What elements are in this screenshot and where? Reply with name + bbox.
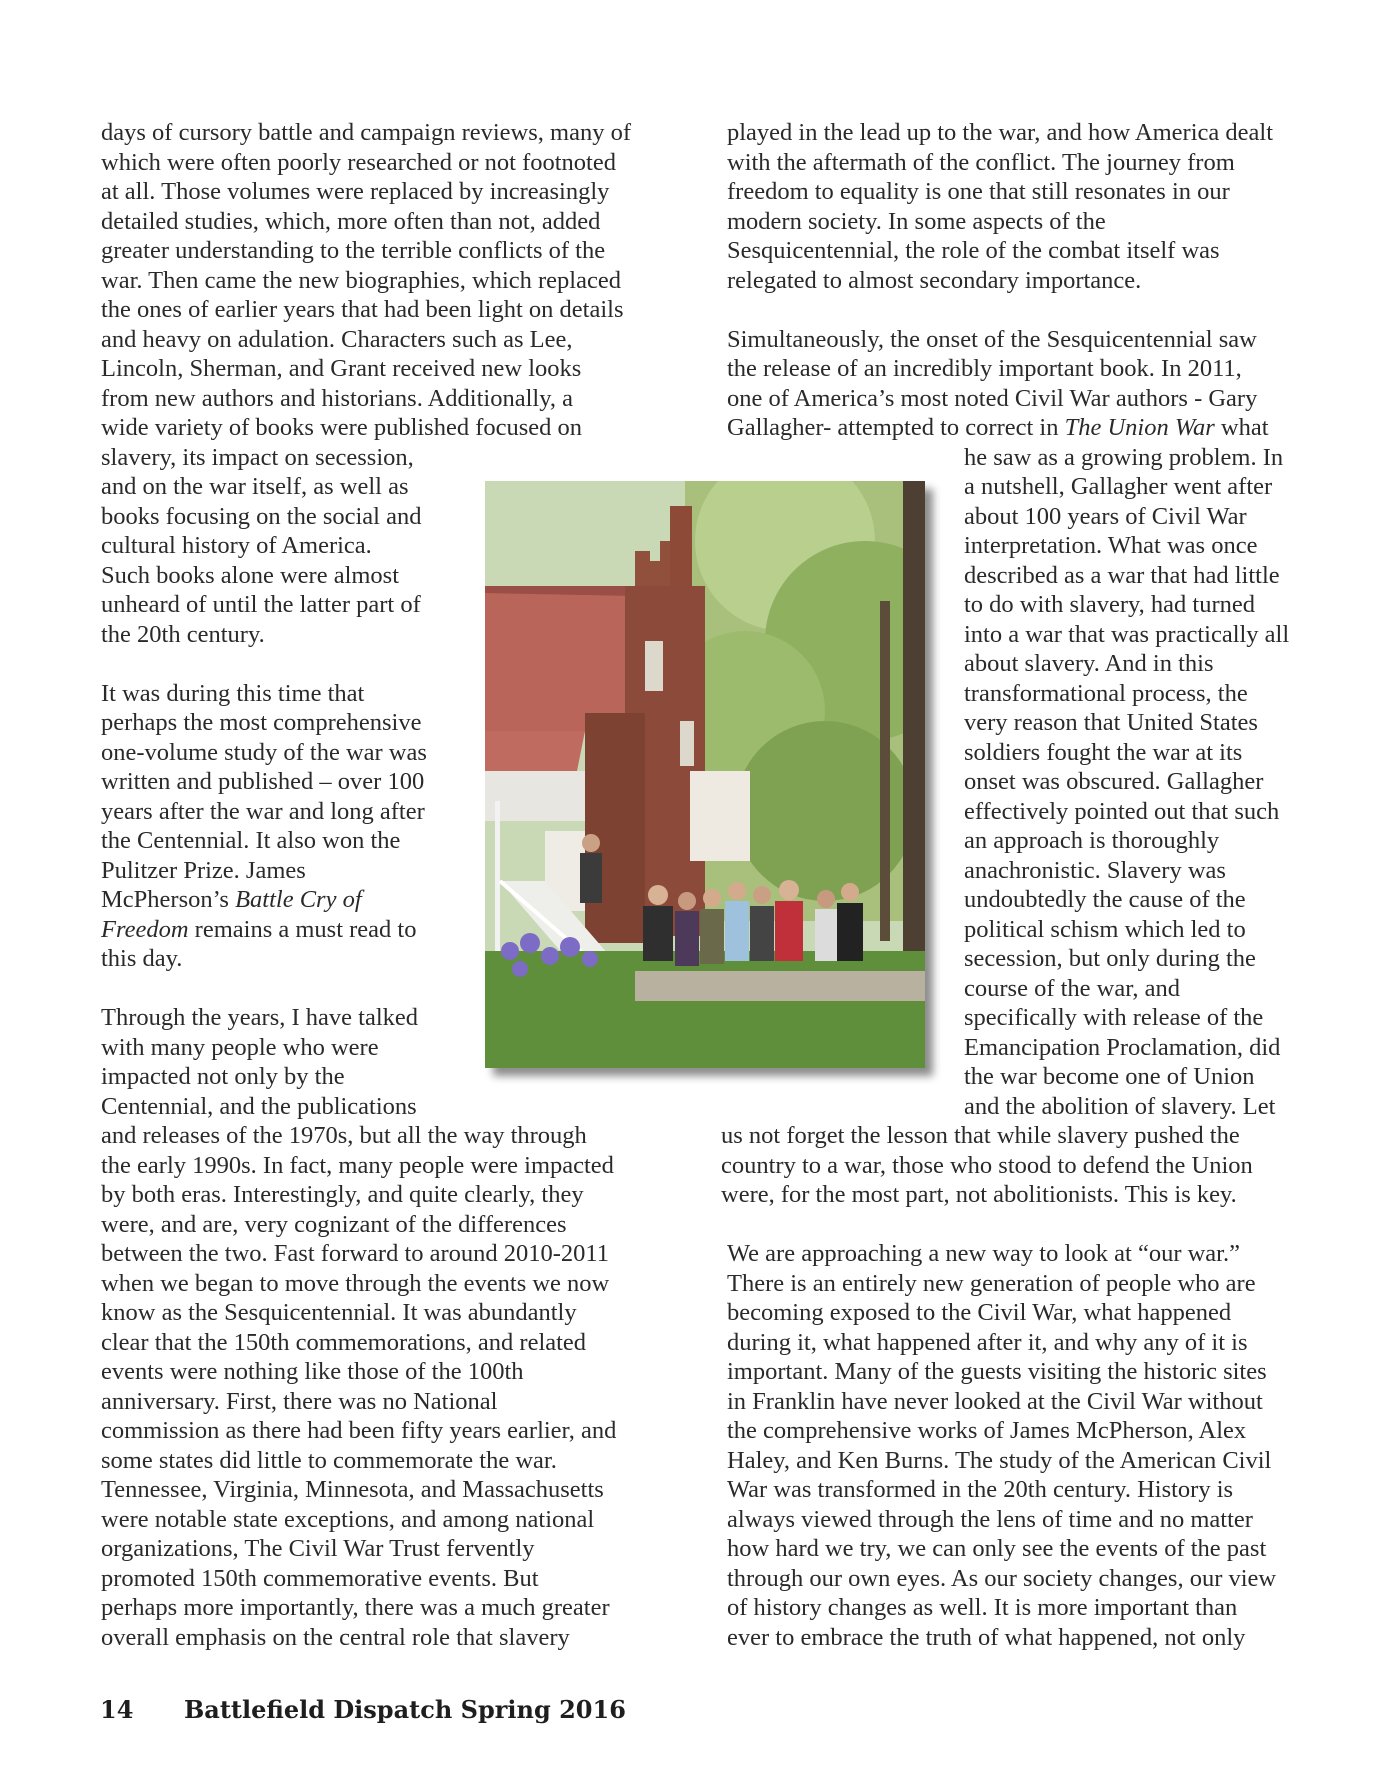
text-line-content: the ones of earlier years that had been light on details	[101, 296, 624, 323]
text-line	[101, 177, 609, 207]
text-line-content: and releases of the 1970s, but all the way through	[101, 1122, 587, 1149]
text-line	[964, 502, 1247, 532]
text-line	[964, 856, 1226, 886]
text-line	[727, 354, 1242, 384]
text-line-content: Centennial, and the publications	[101, 1092, 417, 1120]
text-line	[721, 1151, 1253, 1181]
text-line-content: one of America’s most noted Civil War authors - Gary	[727, 384, 1258, 412]
text-line-content: onset was obscured. Gallagher	[964, 768, 1264, 795]
text-line	[101, 1269, 609, 1299]
text-line-content: clear that the 150th commemorations, and related	[101, 1328, 587, 1356]
text-line-content: modern society. In some aspects of the	[727, 207, 1106, 235]
text-line-content: and heavy on adulation. Characters such as Lee,	[101, 325, 573, 353]
text-line	[721, 1180, 1237, 1210]
text-line	[101, 856, 306, 886]
text-line	[101, 826, 400, 856]
text-line	[101, 738, 427, 768]
text-line	[101, 944, 182, 974]
text-line-content: detailed studies, which, more often than not, added	[101, 207, 601, 235]
text-line	[101, 1475, 604, 1505]
text-line	[964, 738, 1242, 768]
text-line-content: were, for the most part, not abolitionists. This is key.	[721, 1181, 1237, 1208]
text-line	[727, 413, 1269, 443]
text-line-content: McPherson’s	[101, 886, 236, 913]
text-line-content: Such books alone were almost	[101, 561, 400, 589]
text-line	[964, 472, 1272, 502]
text-line	[727, 236, 1220, 266]
text-line-content: soldiers fought the war at its	[964, 738, 1243, 766]
text-line-content: years after the war and long after	[101, 797, 425, 825]
text-line-content: very reason that United States	[964, 709, 1258, 736]
text-line-content: the early 1990s. In fact, many people were impacted	[101, 1151, 614, 1179]
text-line	[101, 1416, 616, 1446]
text-line-content: There is an entirely new generation of people who are	[727, 1269, 1256, 1297]
italic-title: Battle Cry of	[235, 886, 362, 913]
text-line	[964, 708, 1258, 738]
text-line-content: slavery, its impact on secession,	[101, 443, 414, 471]
text-line-content: relegated to almost secondary importance.	[727, 266, 1142, 294]
text-line-content: anniversary. First, there was no National	[101, 1387, 498, 1415]
text-line	[101, 472, 409, 502]
text-line	[727, 1357, 1267, 1387]
text-line-content: Sesquicentennial, the role of the combat itself was	[727, 237, 1220, 264]
text-line-content: events were nothing like those of the 100th	[101, 1358, 524, 1385]
text-line	[101, 590, 421, 620]
text-line-content: country to a war, those who stood to defend the Union	[721, 1151, 1253, 1179]
text-line	[727, 207, 1106, 237]
text-line-content: Lincoln, Sherman, and Grant received new looks	[101, 355, 582, 382]
text-line-content: wide variety of books were published focused on	[101, 414, 583, 441]
text-line-content: what	[1214, 414, 1269, 441]
text-line	[964, 1003, 1263, 1033]
text-line	[101, 679, 364, 709]
text-line-content: during it, what happened after it, and why any of it is	[727, 1328, 1248, 1356]
text-line	[101, 885, 362, 915]
text-line	[101, 325, 572, 355]
text-line	[101, 1505, 594, 1535]
text-line-content: in Franklin have never looked at the Civil War without	[727, 1387, 1263, 1415]
text-line-content: becoming exposed to the Civil War, what happened	[727, 1299, 1232, 1326]
text-line	[727, 266, 1141, 296]
text-line-content: specifically with release of the	[964, 1004, 1264, 1031]
text-line-content: some states did little to commemorate the war.	[101, 1446, 557, 1474]
text-line-content: know as the Sesquicentennial. It was abundantly	[101, 1299, 577, 1326]
text-line	[101, 354, 581, 384]
text-line	[101, 1564, 539, 1594]
text-line	[727, 1475, 1233, 1505]
text-line-content: Tennessee, Virginia, Minnesota, and Massachusetts	[101, 1476, 604, 1503]
text-line	[101, 384, 573, 414]
text-line	[727, 1534, 1266, 1564]
text-line-content: impacted not only by the	[101, 1063, 345, 1090]
text-line-content: perhaps more importantly, there was a much greater	[101, 1594, 610, 1621]
text-line-content: about slavery. And in this	[964, 650, 1214, 677]
text-line	[101, 266, 621, 296]
text-line	[727, 1239, 1240, 1269]
text-line	[964, 944, 1256, 974]
text-line-content: It was during this time that	[101, 679, 365, 707]
text-line-content: written and published – over 100	[101, 768, 425, 795]
text-line	[101, 118, 631, 148]
text-line	[101, 561, 399, 591]
text-line-content: into a war that was practically all	[964, 620, 1290, 648]
text-line	[101, 1387, 497, 1417]
text-line	[964, 620, 1289, 650]
text-line	[727, 148, 1235, 178]
text-line-content: Gallagher- attempted to correct in	[727, 414, 1065, 441]
text-line	[721, 1121, 1240, 1151]
text-line	[964, 826, 1219, 856]
text-line	[727, 118, 1273, 148]
text-line	[727, 1446, 1271, 1476]
text-line-content: and on the war itself, as well as	[101, 473, 409, 500]
text-line	[727, 1593, 1237, 1623]
text-line	[727, 1416, 1246, 1446]
text-line-content: We are approaching a new way to look at “our war.”	[727, 1240, 1240, 1267]
text-line	[964, 649, 1214, 679]
text-line-content: important. Many of the guests visiting the historic sites	[727, 1358, 1267, 1385]
text-line	[964, 885, 1246, 915]
text-line	[101, 1180, 584, 1210]
text-line-content: remains a must read to	[188, 915, 417, 943]
text-line-content: undoubtedly the cause of the	[964, 886, 1246, 913]
text-line-content: and the abolition of slavery. Let	[964, 1092, 1276, 1120]
text-line	[101, 1446, 557, 1476]
text-line-content: Pulitzer Prize. James	[101, 856, 306, 884]
text-line-content: freedom to equality is one that still resonates in our	[727, 178, 1230, 205]
text-line-content: how hard we try, we can only see the events of the past	[727, 1535, 1267, 1562]
text-line-content: greater understanding to the terrible conflicts of the	[101, 237, 606, 264]
text-line-content: interpretation. What was once	[964, 532, 1258, 559]
text-line	[101, 797, 425, 827]
text-line-content: to do with slavery, had turned	[964, 591, 1255, 618]
text-line	[101, 1210, 567, 1240]
text-line-content: the comprehensive works of James McPherson, Alex	[727, 1417, 1247, 1444]
text-line	[101, 620, 265, 650]
text-line	[101, 502, 422, 532]
text-line-content: which were often poorly researched or not footnoted	[101, 148, 616, 176]
text-line-content: cultural history of America.	[101, 532, 372, 559]
text-line	[964, 767, 1263, 797]
text-line	[101, 915, 416, 945]
text-line	[101, 1534, 535, 1564]
text-line	[964, 679, 1248, 709]
text-line	[101, 531, 372, 561]
page-number: 14	[100, 1695, 134, 1724]
text-line-content: perhaps the most comprehensive	[101, 709, 422, 736]
text-line	[727, 384, 1257, 414]
text-line-content: books focusing on the social and	[101, 502, 422, 530]
text-line	[727, 1328, 1248, 1358]
text-line	[964, 1092, 1275, 1122]
text-line-content: through our own eyes. As our society changes, our view	[727, 1564, 1277, 1592]
text-line	[727, 1623, 1245, 1653]
text-line-content: about 100 years of Civil War	[964, 502, 1247, 530]
text-line-content: overall emphasis on the central role that slavery	[101, 1623, 570, 1651]
text-line-content: Simultaneously, the onset of the Sesquicentennial saw	[727, 325, 1257, 353]
text-line-content: played in the lead up to the war, and how America dealt	[727, 119, 1273, 146]
text-line-content: this day.	[101, 945, 183, 972]
text-line	[964, 561, 1280, 591]
text-line-content: days of cursory battle and campaign reviews, many of	[101, 119, 631, 146]
text-line-content: secession, but only during the	[964, 945, 1256, 972]
text-line	[101, 1623, 570, 1653]
text-line	[964, 531, 1257, 561]
text-line	[964, 915, 1246, 945]
text-line	[727, 1564, 1276, 1594]
text-line-content: transformational process, the	[964, 679, 1248, 707]
text-line	[727, 1387, 1263, 1417]
text-line-content: one-volume study of the war was	[101, 738, 427, 766]
text-line-content: commission as there had been fifty years earlier, and	[101, 1417, 617, 1444]
text-line-content: anachronistic. Slavery was	[964, 856, 1226, 884]
text-line	[101, 1298, 577, 1328]
text-line-content: between the two. Fast forward to around 2010-2011	[101, 1240, 610, 1267]
text-line-content: political schism which led to	[964, 915, 1246, 943]
text-line	[727, 177, 1230, 207]
text-line	[101, 1062, 345, 1092]
text-line-content: promoted 150th commemorative events. But	[101, 1564, 539, 1592]
text-line-content: with the aftermath of the conflict. The journey from	[727, 148, 1235, 176]
text-line-content: the war become one of Union	[964, 1063, 1255, 1090]
text-line	[101, 207, 600, 237]
text-line-content: Emancipation Proclamation, did	[964, 1033, 1281, 1061]
text-line-content: described as a war that had little	[964, 561, 1280, 589]
text-line	[101, 1121, 587, 1151]
text-line	[101, 1003, 418, 1033]
text-line-content: the 20th century.	[101, 620, 265, 648]
text-line	[964, 1033, 1280, 1063]
text-line-content: were notable state exceptions, and among national	[101, 1505, 595, 1533]
text-line	[101, 236, 605, 266]
text-line-content: war. Then came the new biographies, which replaced	[101, 266, 621, 294]
text-line	[101, 708, 421, 738]
text-line-content: always viewed through the lens of time and no matter	[727, 1505, 1253, 1533]
text-line	[727, 1505, 1253, 1535]
publication-title: Battlefield Dispatch Spring 2016	[184, 1695, 626, 1724]
text-line-content: at all. Those volumes were replaced by increasingly	[101, 178, 610, 205]
text-line-content: unheard of until the latter part of	[101, 591, 421, 618]
text-line	[101, 1357, 524, 1387]
text-line-content: when we began to move through the events we now	[101, 1269, 610, 1297]
text-line	[727, 1298, 1231, 1328]
text-line-content: ever to embrace the truth of what happened, not only	[727, 1623, 1246, 1651]
text-line-content: were, and are, very cognizant of the differences	[101, 1210, 567, 1238]
text-line-content: with many people who were	[101, 1033, 379, 1061]
text-line	[101, 413, 582, 443]
text-line-content: War was transformed in the 20th century. History is	[727, 1476, 1234, 1503]
text-line-content: course of the war, and	[964, 974, 1181, 1002]
text-line-content: Haley, and Ken Burns. The study of the American Civil	[727, 1446, 1272, 1474]
text-line	[964, 1062, 1255, 1092]
text-line	[101, 767, 424, 797]
text-line	[101, 148, 616, 178]
text-line-content: he saw as a growing problem. In	[964, 443, 1284, 471]
text-line	[964, 797, 1279, 827]
text-line	[101, 295, 623, 325]
historic-house-tour-photo	[485, 481, 925, 1068]
text-line-content: by both eras. Interestingly, and quite clearly, they	[101, 1181, 584, 1208]
text-line-content: Through the years, I have talked	[101, 1004, 419, 1031]
text-line	[964, 974, 1180, 1004]
text-line	[101, 1239, 609, 1269]
text-line-content: effectively pointed out that such	[964, 797, 1280, 825]
text-line	[964, 443, 1283, 473]
text-line-content: Freedom	[101, 915, 189, 943]
text-line-content: the Centennial. It also won the	[101, 827, 401, 854]
text-line	[727, 1269, 1256, 1299]
text-line-content: a nutshell, Gallagher went after	[964, 473, 1273, 500]
text-line-content: the release of an incredibly important book. In 2011,	[727, 355, 1242, 382]
text-line-content: organizations, The Civil War Trust fervently	[101, 1535, 535, 1562]
text-line-content: of history changes as well. It is more important than	[727, 1594, 1238, 1621]
text-line	[101, 1033, 379, 1063]
text-line	[101, 443, 414, 473]
text-line-content: from new authors and historians. Additionally, a	[101, 384, 573, 412]
text-line	[727, 325, 1257, 355]
italic-title: The Union War	[1064, 414, 1215, 441]
text-line-content: an approach is thoroughly	[964, 827, 1220, 854]
text-line-content: us not forget the lesson that while slavery pushed the	[721, 1122, 1240, 1149]
text-line	[964, 590, 1255, 620]
text-line	[101, 1092, 417, 1122]
text-line	[101, 1151, 614, 1181]
text-line	[101, 1593, 610, 1623]
text-line	[101, 1328, 586, 1358]
